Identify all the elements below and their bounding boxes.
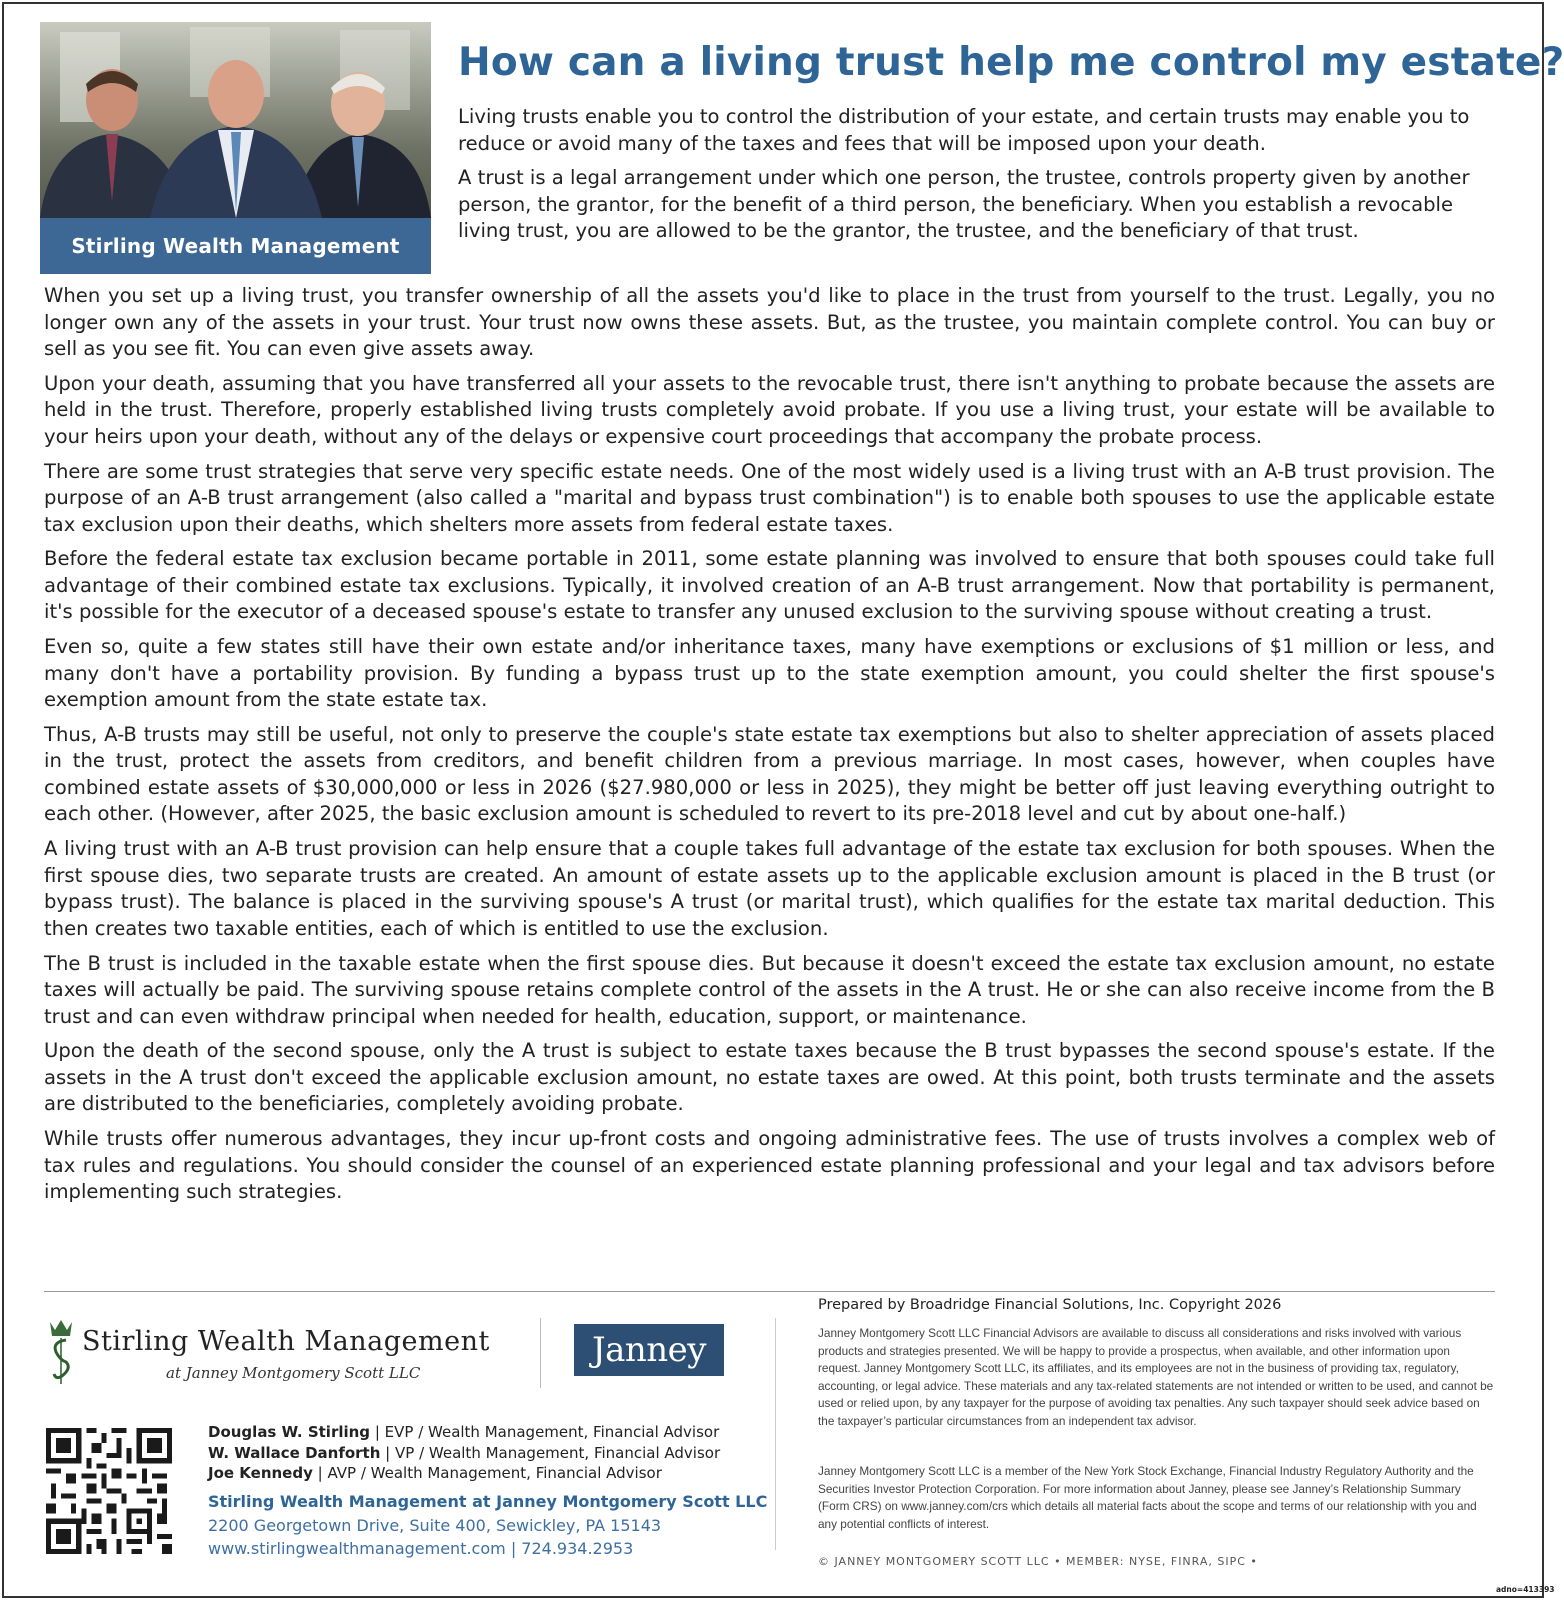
prepared-by: Prepared by Broadridge Financial Solutions, Inc. Copyright 2026 <box>818 1297 1282 1313</box>
body-paragraph: Even so, quite a few states still have their own estate and/or inheritance taxes, many have exemptions or exclusions of $1 million or less, and many don't have a portability provision. By funding a bypass trust up to the state exemption amount, you could shelter the first spouse's exemption amount from the state estate tax. <box>44 635 1495 712</box>
janney-logo-text: Janney <box>591 1330 707 1370</box>
stirling-logo <box>46 1318 516 1388</box>
website-link[interactable]: www.stirlingwealthmanagement.com <box>208 1539 506 1558</box>
copyright-line: © JANNEY MONTGOMERY SCOTT LLC • MEMBER: NYSE, FINRA, SIPC • <box>818 1555 1258 1568</box>
contact-line <box>208 1539 633 1558</box>
firm-address: 2200 Georgetown Drive, Suite 400, Sewickley, PA 15143 <box>208 1516 662 1535</box>
advisor-role: VP / Wealth Management, Financial Advisor <box>395 1443 721 1462</box>
intro-paragraph: A trust is a legal arrangement under which one person, the trustee, controls property given by another person, the grantor, for the benefit of a third person, the beneficiary. When you establish a revocable living trust, you are allowed to be the grantor, the trustee, and the beneficiary of that trust. <box>458 166 1470 242</box>
logo-name: Stirling Wealth Management <box>82 1326 490 1357</box>
body-paragraph: A living trust with an A-B trust provision can help ensure that a couple takes full advantage of the estate tax exclusion for both spouses. When the first spouse dies, two separate trusts are created. An amount of estate assets up to the applicable exclusion amount is placed in the B trust (or bypass trust). The balance is placed in the surviving spouse's A trust (or marital trust), which qualifies for the estate tax marital deduction. This then creates two taxable entities, each of which is entitled to use the exclusion. <box>44 837 1495 940</box>
advisor-separator: | <box>312 1464 328 1482</box>
body-paragraph: The B trust is included in the taxable estate when the first spouse dies. But because it doesn't exceed the estate tax exclusion amount, no estate taxes will actually be paid. The surviving spouse retains complete control of the assets in the A trust. He or she can also receive income from the B trust and can even withdraw principal when needed for health, education, support, or maintenance. <box>44 951 1495 1028</box>
article-title: How can a living trust help me control my estate? <box>458 40 1564 85</box>
advisor-role: EVP / Wealth Management, Financial Advisor <box>384 1423 720 1441</box>
logo-divider <box>540 1318 541 1388</box>
body-paragraph: While trusts offer numerous advantages, they incur up-front costs and ongoing administrative fees. The use of trusts involves a complex web of tax rules and regulations. You should consider the counsel of an experienced estate planning professional and your legal and tax advisors before implementing such strategies. <box>44 1127 1495 1204</box>
logo-subtitle: at Janney Montgomery Scott LLC <box>166 1364 421 1382</box>
intro-paragraph: Living trusts enable you to control the distribution of your estate, and certain trusts may enable you to reduce or avoid many of the taxes and fees that will be imposed upon your death. <box>458 105 1470 155</box>
advisor-list <box>208 1422 748 1484</box>
photo-caption: Stirling Wealth Management <box>71 234 400 258</box>
intro-section <box>458 104 1493 253</box>
body-paragraph: Before the federal estate tax exclusion became portable in 2011, some estate planning was involved to ensure that both spouses could take full advantage of their combined estate tax exclusions. Typically, it involved creation of an A-B trust arrangement. Now that portability is permanent, it's possible for the executor of a deceased spouse's estate to transfer any unused exclusion to the surviving spouse without creating a trust. <box>44 547 1495 624</box>
advisor-separator: | <box>370 1423 385 1441</box>
advisor-name: W. Wallace Danforth <box>208 1443 381 1462</box>
body-paragraph: When you set up a living trust, you transfer ownership of all the assets you'd like to place in the trust from yourself to the trust. Legally, you no longer own any of the assets in your trust. Your trust now owns these assets. But, as the trustee, you maintain complete control. You can buy or sell as you see fit. You can even give assets away. <box>44 284 1495 360</box>
phone-number: 724.934.2953 <box>521 1539 634 1558</box>
disclaimer-paragraph: Janney Montgomery Scott LLC Financial Advisors are available to discuss all considerations and risks involved with various products and strategies presented. We will be happy to provide a prospectus, when available, and other information upon request. Janney Montgomery Scott LLC, its affiliates, and its employees are not in the business of providing tax, regulatory, accounting, or legal advice. These materials and any tax-related statements are not intended or written to be used, and cannot be used or relied upon, by any taxpayer for the purpose of avoiding tax penalties. Any such taxpayer should seek advice based on the taxpayer’s particular circumstances from an independent tax advisor. <box>818 1326 1494 1428</box>
photo-caption-bar <box>40 218 431 274</box>
advisor-row <box>208 1463 748 1484</box>
advisor-separator: | <box>380 1443 395 1462</box>
advisor-row <box>208 1443 748 1464</box>
footer-divider <box>44 1291 1495 1292</box>
body-paragraph: Thus, A-B trusts may still be useful, not only to preserve the couple's state estate tax exemptions but also to shelter appreciation of assets placed in the trust, protect the assets from creditors, and benefit children from a previous marriage. In most cases, however, when couples have combined estate assets of $30,000,000 or less in 2026 ($27.980,000 or less in 2025), they might be better off just leaving everything outright to each other. (However, after 2025, the basic exclusion amount is scheduled to revert to its pre-2018 level and cut by about one-half.) <box>44 722 1495 826</box>
footer-column-divider <box>775 1318 776 1550</box>
advisor-name: Joe Kennedy <box>208 1464 313 1482</box>
article-body <box>44 283 1495 1214</box>
firm-name: Stirling Wealth Management at Janney Montgomery Scott LLC <box>208 1492 768 1511</box>
stirling-crest-icon <box>46 1318 76 1386</box>
advisor-role: AVP / Wealth Management, Financial Advisor <box>327 1464 662 1482</box>
contact-separator: | <box>505 1539 522 1558</box>
ad-code: adno=413393 <box>1496 1585 1555 1594</box>
advisor-row <box>208 1422 748 1443</box>
body-paragraph: Upon your death, assuming that you have transferred all your assets to the revocable trust, there isn't anything to probate because the assets are held in the trust. Therefore, properly established living trusts completely avoid probate. If you use a living trust, your estate will be available to your heirs upon your death, without any of the delays or expensive court proceedings that accompany the probate process. <box>44 371 1495 448</box>
qr-code-icon <box>46 1427 172 1555</box>
advisor-name: Douglas W. Stirling <box>208 1423 371 1441</box>
janney-logo <box>574 1324 724 1376</box>
body-paragraph: Upon the death of the second spouse, only the A trust is subject to estate taxes because the B trust bypasses the second spouse's estate. If the assets in the A trust don't exceed the applicable exclusion amount, no estate taxes are owed. At this point, both trusts terminate and the assets are distributed to the beneficiaries, completely avoiding probate. <box>44 1039 1495 1116</box>
body-paragraph: There are some trust strategies that serve very specific estate needs. One of the most widely used is a living trust with an A-B trust provision. The purpose of an A-B trust arrangement (also called a "marital and bypass trust combination") is to enable both spouses to use the applicable estate tax exclusion upon their deaths, which shelters more assets from federal estate taxes. <box>44 459 1495 536</box>
disclaimer-paragraph: Janney Montgomery Scott LLC is a member of the New York Stock Exchange, Financial Industry Regulatory Authority and the Securities Investor Protection Corporation. For more information about Janney, please see Janney’s Relationship Summary (Form CRS) on www.janney.com/crs which details all material facts about the scope and terms of our relationship with you and any potential conflicts of interest. <box>818 1464 1477 1531</box>
advisors-photo <box>40 22 431 274</box>
